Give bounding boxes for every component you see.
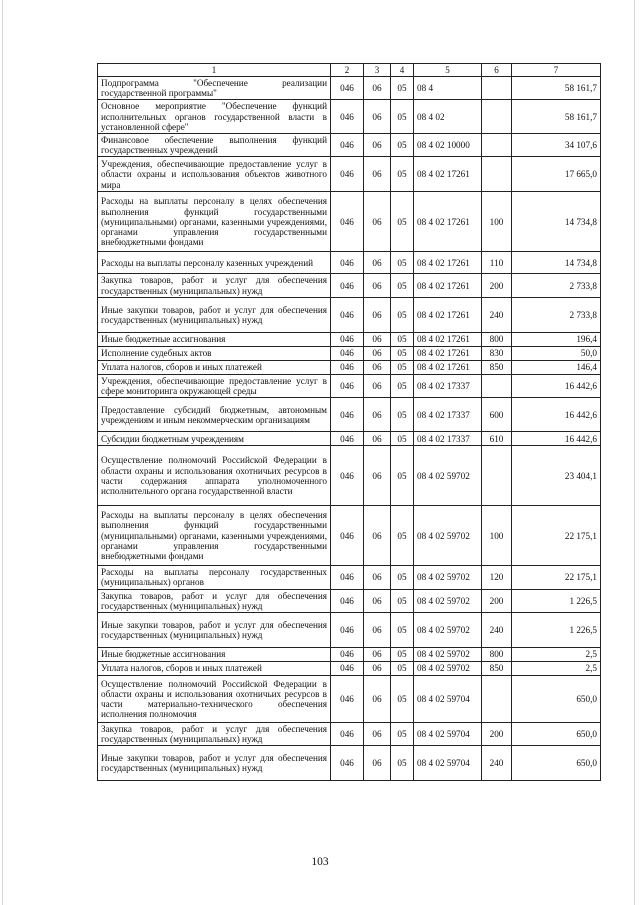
- row-expense-type-cell: 800: [482, 648, 512, 662]
- row-name-cell: Иные бюджетные ассигнования: [98, 648, 331, 662]
- row-amount-cell: 34 107,6: [512, 134, 601, 157]
- table-row: [98, 100, 601, 134]
- row-target-article-cell: 08 4 02 17261: [414, 332, 482, 346]
- row-admin-code-cell: 046: [331, 506, 364, 566]
- row-amount-cell: 1 226,5: [512, 589, 601, 612]
- row-admin-code-cell: 046: [331, 723, 364, 746]
- row-section-cell: 06: [364, 297, 391, 332]
- header-cell-2: 2: [331, 64, 364, 77]
- row-target-article-cell: 08 4 02 59702: [414, 589, 482, 612]
- row-admin-code-cell: 046: [331, 432, 364, 446]
- row-admin-code-cell: 046: [331, 662, 364, 676]
- row-subsection-cell: 05: [391, 157, 414, 192]
- row-target-article-cell: 08 4 02 59702: [414, 613, 482, 648]
- row-amount-cell: 2,5: [512, 648, 601, 662]
- row-subsection-cell: 05: [391, 662, 414, 676]
- row-target-article-cell: 08 4 02 10000: [414, 134, 482, 157]
- row-target-article-cell: 08 4 02 59704: [414, 723, 482, 746]
- row-expense-type-cell: 100: [482, 506, 512, 566]
- row-name-cell: Осуществление полномочий Российской Федерации в области охраны и использования охотничьих ресурсов в части материально-технического обеспечения исполнения полномочия: [98, 676, 331, 723]
- row-amount-cell: 16 442,6: [512, 398, 601, 432]
- table-row: [98, 446, 601, 506]
- row-name-cell: Закупка товаров, работ и услуг для обеспечения государственных (муниципальных) нужд: [98, 589, 331, 612]
- row-admin-code-cell: 046: [331, 297, 364, 332]
- header-cell-6: 6: [482, 64, 512, 77]
- row-section-cell: 06: [364, 432, 391, 446]
- row-name-cell: Уплата налогов, сборов и иных платежей: [98, 662, 331, 676]
- table-row: [98, 77, 601, 100]
- row-target-article-cell: 08 4: [414, 77, 482, 100]
- row-section-cell: 06: [364, 723, 391, 746]
- row-section-cell: 06: [364, 589, 391, 612]
- table-row: [98, 274, 601, 297]
- row-subsection-cell: 05: [391, 566, 414, 589]
- row-amount-cell: 1 226,5: [512, 613, 601, 648]
- row-amount-cell: 16 442,6: [512, 374, 601, 397]
- row-admin-code-cell: 046: [331, 274, 364, 297]
- row-name-cell: Расходы на выплаты персоналу казенных учреждений: [98, 252, 331, 274]
- row-target-article-cell: 08 4 02 17261: [414, 360, 482, 374]
- row-admin-code-cell: 046: [331, 589, 364, 612]
- row-admin-code-cell: 046: [331, 676, 364, 723]
- row-subsection-cell: 05: [391, 77, 414, 100]
- row-subsection-cell: 05: [391, 100, 414, 134]
- row-target-article-cell: 08 4 02 17261: [414, 297, 482, 332]
- row-target-article-cell: 08 4 02 59702: [414, 662, 482, 676]
- row-section-cell: 06: [364, 252, 391, 274]
- header-cell-3: 3: [364, 64, 391, 77]
- row-expense-type-cell: [482, 676, 512, 723]
- header-cell-4: 4: [391, 64, 414, 77]
- header-cell-5: 5: [414, 64, 482, 77]
- row-section-cell: 06: [364, 506, 391, 566]
- row-section-cell: 06: [364, 157, 391, 192]
- table-row: [98, 374, 601, 397]
- row-expense-type-cell: 850: [482, 662, 512, 676]
- row-section-cell: 06: [364, 398, 391, 432]
- row-amount-cell: 58 161,7: [512, 100, 601, 134]
- row-expense-type-cell: 110: [482, 252, 512, 274]
- row-name-cell: Учреждения, обеспечивающие предоставление услуг в области охраны и использования объектов животного мира: [98, 157, 331, 192]
- row-expense-type-cell: 240: [482, 297, 512, 332]
- row-expense-type-cell: 240: [482, 746, 512, 781]
- page-number: 103: [311, 856, 329, 868]
- row-section-cell: 06: [364, 566, 391, 589]
- row-admin-code-cell: 046: [331, 566, 364, 589]
- row-target-article-cell: 08 4 02 59702: [414, 648, 482, 662]
- row-amount-cell: 14 734,8: [512, 192, 601, 252]
- row-amount-cell: 2 733,8: [512, 274, 601, 297]
- row-section-cell: 06: [364, 134, 391, 157]
- row-amount-cell: 50,0: [512, 346, 601, 360]
- row-amount-cell: 23 404,1: [512, 446, 601, 506]
- row-expense-type-cell: [482, 446, 512, 506]
- row-target-article-cell: 08 4 02 17337: [414, 398, 482, 432]
- row-subsection-cell: 05: [391, 613, 414, 648]
- table-row: [98, 566, 601, 589]
- row-section-cell: 06: [364, 332, 391, 346]
- row-expense-type-cell: 200: [482, 723, 512, 746]
- row-section-cell: 06: [364, 746, 391, 781]
- row-section-cell: 06: [364, 374, 391, 397]
- table-row: [98, 252, 601, 274]
- row-amount-cell: 14 734,8: [512, 252, 601, 274]
- row-name-cell: Подпрограмма "Обеспечение реализации государственной программы": [98, 77, 331, 100]
- table-row: [98, 676, 601, 723]
- row-expense-type-cell: [482, 134, 512, 157]
- row-admin-code-cell: 046: [331, 346, 364, 360]
- row-admin-code-cell: 046: [331, 446, 364, 506]
- row-expense-type-cell: 610: [482, 432, 512, 446]
- row-name-cell: Предоставление субсидий бюджетным, автономным учреждениям и иным некоммерческим организациям: [98, 398, 331, 432]
- row-name-cell: Учреждения, обеспечивающие предоставление услуг в сфере мониторинга окружающей среды: [98, 374, 331, 397]
- row-name-cell: Иные закупки товаров, работ и услуг для обеспечения государственных (муниципальных) нужд: [98, 297, 331, 332]
- row-amount-cell: 17 665,0: [512, 157, 601, 192]
- row-section-cell: 06: [364, 662, 391, 676]
- table-row: [98, 589, 601, 612]
- row-section-cell: 06: [364, 613, 391, 648]
- row-subsection-cell: 05: [391, 297, 414, 332]
- row-name-cell: Расходы на выплаты персоналу в целях обеспечения выполнения функций государственными (муниципальными) органами, казенными учреждениями, органами управления государственными внебюджетными фондами: [98, 192, 331, 252]
- table-row: [98, 346, 601, 360]
- row-target-article-cell: 08 4 02 59704: [414, 676, 482, 723]
- row-expense-type-cell: 200: [482, 274, 512, 297]
- row-expense-type-cell: [482, 157, 512, 192]
- header-cell-1: 1: [98, 64, 331, 77]
- row-admin-code-cell: 046: [331, 77, 364, 100]
- row-expense-type-cell: 240: [482, 613, 512, 648]
- table-row: [98, 398, 601, 432]
- row-amount-cell: 196,4: [512, 332, 601, 346]
- row-amount-cell: 16 442,6: [512, 432, 601, 446]
- table-row: [98, 613, 601, 648]
- table-row: [98, 746, 601, 781]
- table-header-row: [98, 64, 601, 77]
- table-row: [98, 662, 601, 676]
- row-expense-type-cell: 100: [482, 192, 512, 252]
- row-subsection-cell: 05: [391, 346, 414, 360]
- row-admin-code-cell: 046: [331, 134, 364, 157]
- row-admin-code-cell: 046: [331, 157, 364, 192]
- table-row: [98, 192, 601, 252]
- row-name-cell: Закупка товаров, работ и услуг для обеспечения государственных (муниципальных) нужд: [98, 274, 331, 297]
- table-row: [98, 723, 601, 746]
- row-admin-code-cell: 046: [331, 332, 364, 346]
- row-amount-cell: 2 733,8: [512, 297, 601, 332]
- row-target-article-cell: 08 4 02 59702: [414, 446, 482, 506]
- table-row: [98, 297, 601, 332]
- row-section-cell: 06: [364, 192, 391, 252]
- row-target-article-cell: 08 4 02 17261: [414, 192, 482, 252]
- row-subsection-cell: 05: [391, 374, 414, 397]
- row-name-cell: Осуществление полномочий Российской Федерации в области охраны и использования охотничьих ресурсов в части содержания аппарата уполномоченного исполнительного органа государственной власти: [98, 446, 331, 506]
- table-row: [98, 360, 601, 374]
- scan-edge-line-right: [634, 0, 635, 905]
- row-admin-code-cell: 046: [331, 613, 364, 648]
- row-name-cell: Иные бюджетные ассигнования: [98, 332, 331, 346]
- row-expense-type-cell: 600: [482, 398, 512, 432]
- row-admin-code-cell: 046: [331, 360, 364, 374]
- row-subsection-cell: 05: [391, 332, 414, 346]
- row-expense-type-cell: 850: [482, 360, 512, 374]
- scan-edge-line-left: [2, 0, 3, 905]
- row-name-cell: Исполнение судебных актов: [98, 346, 331, 360]
- row-amount-cell: 2,5: [512, 662, 601, 676]
- row-target-article-cell: 08 4 02 17337: [414, 374, 482, 397]
- row-section-cell: 06: [364, 77, 391, 100]
- row-subsection-cell: 05: [391, 252, 414, 274]
- row-amount-cell: 650,0: [512, 723, 601, 746]
- table-row: [98, 648, 601, 662]
- row-target-article-cell: 08 4 02 17337: [414, 432, 482, 446]
- row-expense-type-cell: 120: [482, 566, 512, 589]
- row-amount-cell: 22 175,1: [512, 566, 601, 589]
- row-subsection-cell: 05: [391, 648, 414, 662]
- row-section-cell: 06: [364, 648, 391, 662]
- row-subsection-cell: 05: [391, 360, 414, 374]
- row-target-article-cell: 08 4 02 17261: [414, 157, 482, 192]
- row-subsection-cell: 05: [391, 746, 414, 781]
- row-amount-cell: 650,0: [512, 746, 601, 781]
- row-target-article-cell: 08 4 02: [414, 100, 482, 134]
- row-target-article-cell: 08 4 02 17261: [414, 274, 482, 297]
- budget-table: [97, 63, 601, 781]
- row-name-cell: Субсидии бюджетным учреждениям: [98, 432, 331, 446]
- table-row: [98, 157, 601, 192]
- table-row: [98, 332, 601, 346]
- row-admin-code-cell: 046: [331, 648, 364, 662]
- row-subsection-cell: 05: [391, 676, 414, 723]
- row-name-cell: Расходы на выплаты персоналу государственных (муниципальных) органов: [98, 566, 331, 589]
- row-expense-type-cell: [482, 77, 512, 100]
- row-name-cell: Расходы на выплаты персоналу в целях обеспечения выполнения функций государственными (муниципальными) органами, казенными учреждениями, органами управления государственными внебюджетными фондами: [98, 506, 331, 566]
- row-target-article-cell: 08 4 02 17261: [414, 346, 482, 360]
- row-section-cell: 06: [364, 100, 391, 134]
- table-row: [98, 506, 601, 566]
- row-target-article-cell: 08 4 02 59702: [414, 566, 482, 589]
- row-expense-type-cell: [482, 374, 512, 397]
- row-admin-code-cell: 046: [331, 746, 364, 781]
- row-admin-code-cell: 046: [331, 374, 364, 397]
- row-target-article-cell: 08 4 02 59704: [414, 746, 482, 781]
- row-subsection-cell: 05: [391, 589, 414, 612]
- row-name-cell: Иные закупки товаров, работ и услуг для обеспечения государственных (муниципальных) нужд: [98, 746, 331, 781]
- row-section-cell: 06: [364, 446, 391, 506]
- row-amount-cell: 22 175,1: [512, 506, 601, 566]
- row-target-article-cell: 08 4 02 59702: [414, 506, 482, 566]
- table-row: [98, 432, 601, 446]
- row-expense-type-cell: 830: [482, 346, 512, 360]
- row-name-cell: Основное мероприятие "Обеспечение функций исполнительных органов государственной власти в установленной сфере": [98, 100, 331, 134]
- row-section-cell: 06: [364, 360, 391, 374]
- row-subsection-cell: 05: [391, 723, 414, 746]
- header-cell-7: 7: [512, 64, 601, 77]
- row-amount-cell: 58 161,7: [512, 77, 601, 100]
- table-row: [98, 134, 601, 157]
- row-name-cell: Финансовое обеспечение выполнения функций государственных учреждений: [98, 134, 331, 157]
- row-amount-cell: 146,4: [512, 360, 601, 374]
- row-subsection-cell: 05: [391, 192, 414, 252]
- row-name-cell: Иные закупки товаров, работ и услуг для обеспечения государственных (муниципальных) нужд: [98, 613, 331, 648]
- row-name-cell: Уплата налогов, сборов и иных платежей: [98, 360, 331, 374]
- row-subsection-cell: 05: [391, 446, 414, 506]
- row-section-cell: 06: [364, 676, 391, 723]
- row-subsection-cell: 05: [391, 506, 414, 566]
- row-section-cell: 06: [364, 346, 391, 360]
- row-expense-type-cell: [482, 100, 512, 134]
- row-admin-code-cell: 046: [331, 252, 364, 274]
- row-amount-cell: 650,0: [512, 676, 601, 723]
- row-expense-type-cell: 200: [482, 589, 512, 612]
- row-subsection-cell: 05: [391, 432, 414, 446]
- row-target-article-cell: 08 4 02 17261: [414, 252, 482, 274]
- row-section-cell: 06: [364, 274, 391, 297]
- row-subsection-cell: 05: [391, 274, 414, 297]
- row-subsection-cell: 05: [391, 134, 414, 157]
- row-admin-code-cell: 046: [331, 398, 364, 432]
- row-expense-type-cell: 800: [482, 332, 512, 346]
- row-admin-code-cell: 046: [331, 192, 364, 252]
- row-name-cell: Закупка товаров, работ и услуг для обеспечения государственных (муниципальных) нужд: [98, 723, 331, 746]
- row-admin-code-cell: 046: [331, 100, 364, 134]
- row-subsection-cell: 05: [391, 398, 414, 432]
